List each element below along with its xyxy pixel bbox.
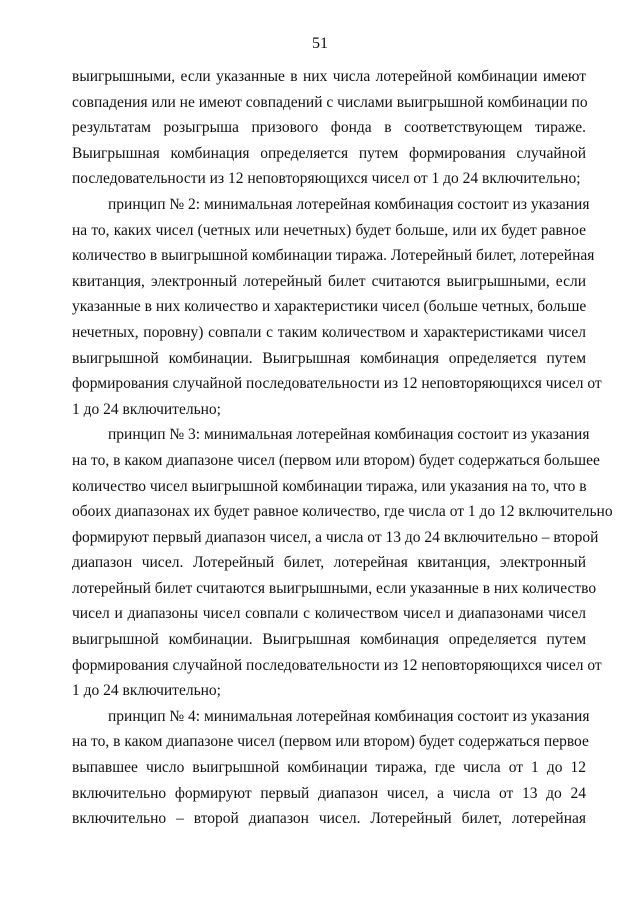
text-line: принцип № 3: минимальная лотерейная комбинация состоит из указания [108, 426, 590, 444]
text-line: выпавшее число выигрышной комбинации тиража, где числа от 1 до 12 [72, 759, 586, 777]
text-line: включительно формируют первый диапазон чисел, а числа от 13 до 24 [72, 784, 586, 802]
text-line: выигрышными, если указанные в них числа лотерейной комбинации имеют [72, 68, 586, 85]
text-line: формирования случайной последовательности из 12 неповторяющихся чисел от [72, 656, 602, 674]
text-line: обоих диапазонах их будет равное количество, где числа от 1 до 12 включительно [72, 503, 613, 521]
text-line: квитанция, электронный лотерейный билет считаются выигрышными, если [72, 272, 586, 290]
text-line: количество в выигрышной комбинации тиража. Лотерейный билет, лотерейная [72, 247, 595, 265]
text-line: формируют первый диапазон чисел, а числа от 13 до 24 включительно – второй [72, 528, 599, 546]
text-line: формирования случайной последовательности из 12 неповторяющихся чисел от [72, 375, 602, 393]
text-line: указанные в них количество и характеристики чисел (больше четных, больше [72, 298, 587, 316]
text-line: 1 до 24 включительно; [72, 682, 221, 700]
text-line: выигрышной комбинации. Выигрышная комбинация определяется путем [72, 631, 586, 649]
text-line: на то, каких чисел (четных или нечетных) будет больше, или их будет равное [72, 221, 586, 239]
text-line: результатам розыгрыша призового фонда в соответствующем тираже. [72, 119, 586, 137]
text-line: последовательности из 12 неповторяющихся чисел от 1 до 24 включительно; [72, 170, 581, 188]
text-line: на то, в каком диапазоне чисел (первом или втором) будет содержаться первое [72, 733, 589, 751]
text-line: выигрышной комбинации. Выигрышная комбинация определяется путем [72, 349, 586, 367]
text-line: диапазон чисел. Лотерейный билет, лотерейная квитанция, электронный [72, 554, 586, 572]
text-line: на то, в каком диапазоне чисел (первом или втором) будет содержаться большее [72, 451, 600, 469]
text-line: чисел и диапазоны чисел совпали с количеством чисел и диапазонами чисел [72, 605, 586, 623]
text-line: 1 до 24 включительно; [72, 400, 221, 418]
text-line: Выигрышная комбинация определяется путем формирования случайной [72, 144, 586, 162]
page-number: 51 [312, 35, 328, 52]
document-body [72, 64, 613, 832]
text-line: принцип № 4: минимальная лотерейная комбинация состоит из указания [108, 707, 590, 725]
text-line: лотерейный билет считаются выигрышными, если указанные в них количество [72, 579, 597, 597]
text-line: включительно – второй диапазон чисел. Лотерейный билет, лотерейная [72, 810, 586, 828]
text-line: принцип № 2: минимальная лотерейная комбинация состоит из указания [108, 195, 590, 213]
text-line: количество чисел выигрышной комбинации тиража, или указания на то, что в [72, 477, 587, 495]
text-line: совпадения или не имеют совпадений с числами выигрышной комбинации по [72, 93, 588, 111]
text-line: нечетных, поровну) совпали с таким количеством и характеристиками чисел [72, 323, 586, 341]
